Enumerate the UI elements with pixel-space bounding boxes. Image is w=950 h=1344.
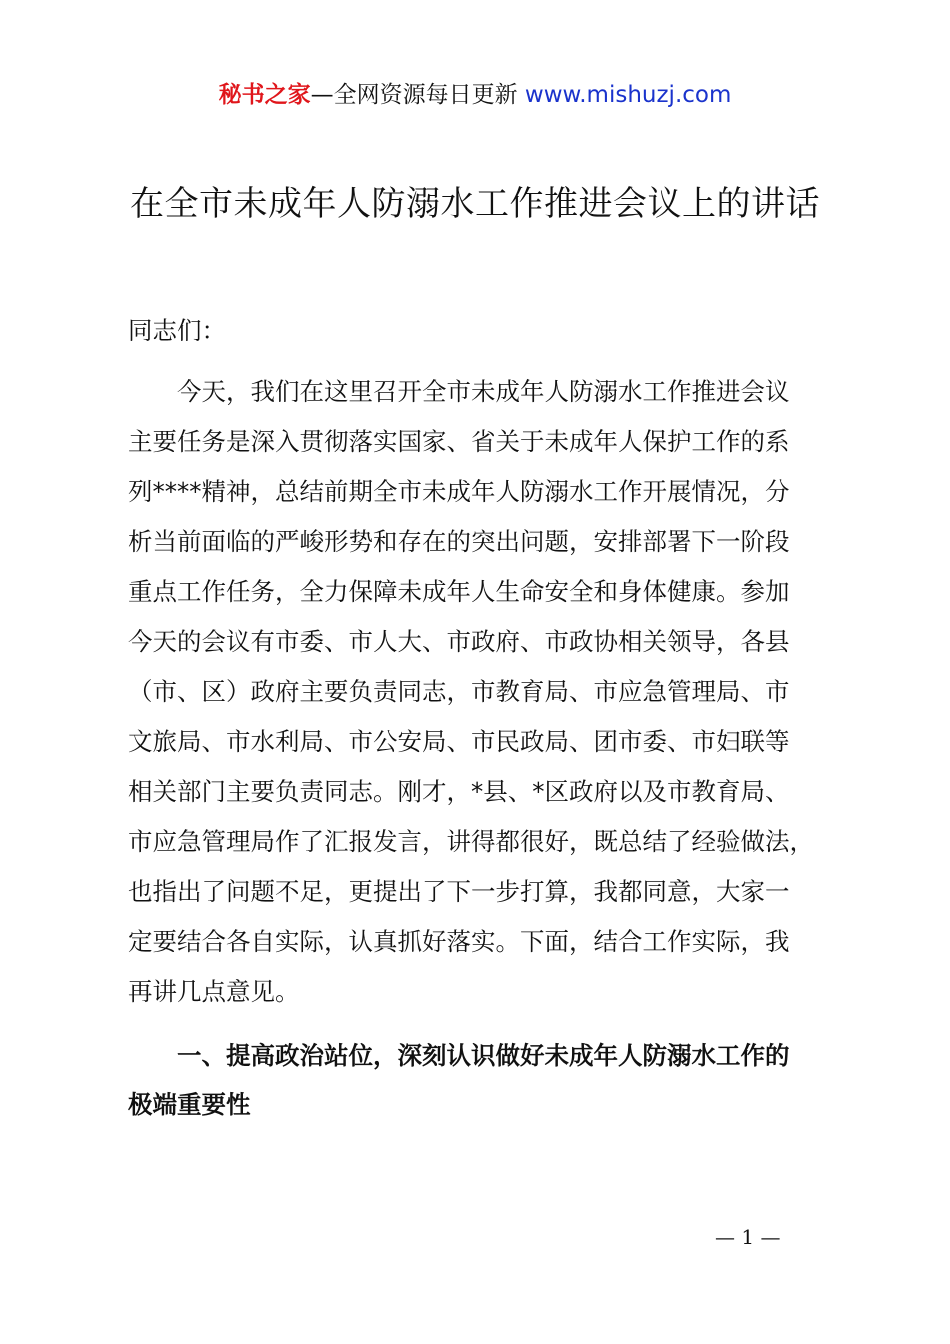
paragraph-line: 市应急管理局作了汇报发言，讲得都很好，既总结了经验做法，	[128, 827, 814, 856]
paragraph-line: 析当前面临的严峻形势和存在的突出问题，安排部署下一阶段	[128, 527, 790, 556]
paragraph-line: 今天的会议有市委、市人大、市政府、市政协相关领导，各县	[128, 627, 790, 656]
document-title: 在全市未成年人防溺水工作推进会议上的讲话	[130, 184, 820, 224]
site-header	[0, 78, 950, 112]
site-url-link[interactable]: www.mishuzj.com	[524, 82, 732, 108]
paragraph-line: 相关部门主要负责同志。刚才，*县、*区政府以及市教育局、	[128, 777, 790, 806]
paragraph-line: （市、区）政府主要负责同志，市教育局、市应急管理局、市	[128, 677, 790, 706]
paragraph-line: 也指出了问题不足，更提出了下一步打算，我都同意，大家一	[128, 877, 790, 906]
paragraph-line: 今天，我们在这里召开全市未成年人防溺水工作推进会议	[128, 377, 790, 406]
paragraph-line: 文旅局、市水利局、市公安局、市民政局、团市委、市妇联等	[128, 727, 790, 756]
header-slogan: —全网资源每日更新	[310, 82, 525, 108]
section-heading-line: 一、提高政治站位，深刻认识做好未成年人防溺水工作的	[128, 1041, 790, 1070]
paragraph-line: 列****精神，总结前期全市未成年人防溺水工作开展情况，分	[128, 477, 790, 506]
brand-name: 秘书之家	[218, 82, 311, 108]
section-heading-line: 极端重要性	[128, 1090, 251, 1119]
page-number: — 1 —	[715, 1225, 781, 1249]
paragraph-line: 定要结合各自实际，认真抓好落实。下面，结合工作实际，我	[128, 927, 790, 956]
paragraph-line: 再讲几点意见。	[128, 977, 300, 1006]
salutation: 同志们：	[128, 316, 226, 345]
paragraph-line: 主要任务是深入贯彻落实国家、省关于未成年人保护工作的系	[128, 427, 790, 456]
paragraph-line: 重点工作任务，全力保障未成年人生命安全和身体健康。参加	[128, 577, 790, 606]
